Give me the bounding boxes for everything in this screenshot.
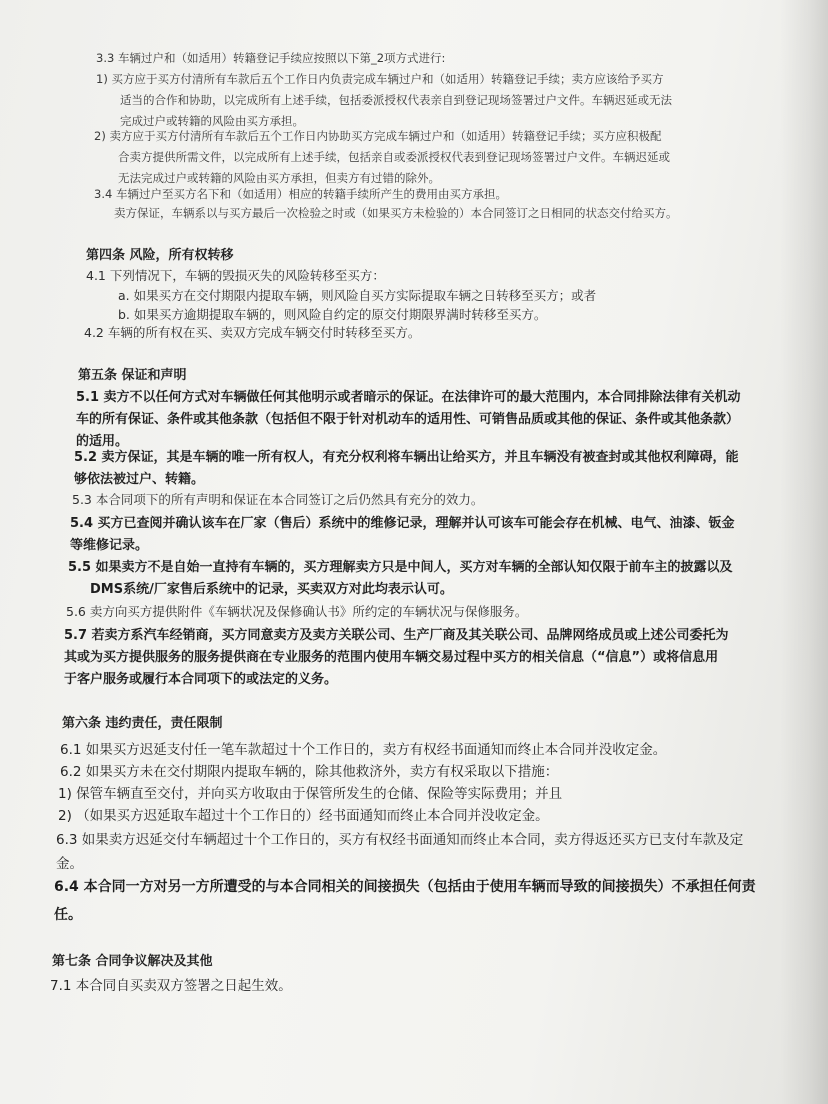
clause-6-1: 6.1 如果买方迟延支付任一笔车款超过十个工作日的，卖方有权经书面通知而终止本合同并没收定金。 — [60, 742, 667, 758]
clause-3-3-2-line3: 无法完成过户或转籍的风险由买方承担，但卖方有过错的除外。 — [118, 171, 440, 185]
clause-5-7-line3: 于客户服务或履行本合同项下的或法定的义务。 — [64, 672, 338, 687]
clause-3-3-1-line1: 1) 买方应于买方付清所有车款后五个工作日内负责完成车辆过户和（如适用）转籍登记手续；卖方应该给予买方 — [96, 72, 664, 86]
clause-6-3-line2: 金。 — [56, 856, 83, 872]
clause-5-1-line1: 5.1 卖方不以任何方式对车辆做任何其他明示或者暗示的保证。在法律许可的最大范围内，本合同排除法律有关机动 — [76, 390, 741, 405]
clause-5-3: 5.3 本合同项下的所有声明和保证在本合同签订之后仍然具有充分的效力。 — [72, 492, 484, 507]
clause-5-5-line2: DMS系统/厂家售后系统中的记录，买卖双方对此均表示认可。 — [90, 582, 453, 597]
clause-5-4-line2: 等维修记录。 — [70, 538, 149, 553]
clause-5-5-line1: 5.5 如果卖方不是自始一直持有车辆的，买方理解卖方只是中间人，买方对车辆的全部认知仅限于前车主的披露以及 — [68, 560, 733, 575]
clause-5-7-line1: 5.7 若卖方系汽车经销商，买方同意卖方及卖方关联公司、生产厂商及其关联公司、品牌网络成员或上述公司委托为 — [64, 628, 729, 643]
clause-5-1-line2: 车的所有保证、条件或其他条款（包括但不限于针对机动车的适用性、可销售品质或其他的保证、条件或其他条款） — [76, 412, 740, 427]
article-7-heading: 第七条 合同争议解决及其他 — [52, 954, 213, 969]
article-5-heading: 第五条 保证和声明 — [78, 368, 187, 383]
clause-3-3: 3.3 车辆过户和（如适用）转籍登记手续应按照以下第_2项方式进行: — [96, 51, 446, 65]
clause-4-2: 4.2 车辆的所有权在买、卖双方完成车辆交付时转移至买方。 — [84, 325, 421, 340]
clause-3-4-guarantee: 卖方保证，车辆系以与买方最后一次检验之时或（如果买方未检验的）本合同签订之日相同的状态交付给买方。 — [114, 206, 678, 220]
clause-4-1-b: b. 如果买方逾期提取车辆的，则风险自约定的原交付期限界满时转移至买方。 — [118, 307, 547, 322]
article-4-heading: 第四条 风险，所有权转移 — [86, 248, 234, 263]
clause-5-7-line2: 其或为买方提供服务的服务提供商在专业服务的范围内使用车辆交易过程中买方的相关信息（“信息”）或将信息用 — [64, 650, 719, 665]
clause-5-2-line1: 5.2 卖方保证，其是车辆的唯一所有权人，有充分权利将车辆出让给买方，并且车辆没有被查封或其他权利障碍，能 — [74, 450, 739, 465]
page-fold-shadow — [780, 0, 828, 1104]
clause-4-1-a: a. 如果买方在交付期限内提取车辆，则风险自买方实际提取车辆之日转移至买方；或者 — [118, 288, 597, 303]
clause-7-1: 7.1 本合同自买卖双方签署之日起生效。 — [50, 978, 292, 994]
clause-3-4: 3.4 车辆过户至买方名下和（如适用）相应的转籍手续所产生的费用由买方承担。 — [94, 187, 507, 201]
clause-3-3-2-line1: 2) 卖方应于买方付清所有车款后五个工作日内协助买方完成车辆过户和（如适用）转籍登记手续；买方应积极配 — [94, 129, 662, 143]
clause-3-3-2-line2: 合卖方提供所需文件，以完成所有上述手续，包括亲自或委派授权代表到登记现场签署过户文件。车辆迟延或 — [118, 150, 670, 164]
clause-5-2-line2: 够依法被过户、转籍。 — [74, 472, 205, 487]
clause-4-1: 4.1 下列情况下，车辆的毁损灭失的风险转移至买方： — [86, 268, 385, 283]
clause-6-2: 6.2 如果买方未在交付期限内提取车辆的，除其他救济外，卖方有权采取以下措施： — [60, 764, 559, 780]
article-6-heading: 第六条 违约责任，责任限制 — [62, 716, 223, 731]
clause-3-3-1-line3: 完成过户或转籍的风险由买方承担。 — [120, 114, 304, 128]
clause-6-2-1: 1) 保管车辆直至交付，并向买方收取由于保管所发生的仓储、保险等实际费用；并且 — [58, 786, 563, 802]
clause-5-6: 5.6 卖方向买方提供附件《车辆状况及保修确认书》所约定的车辆状况与保修服务。 — [66, 604, 528, 619]
clause-5-1-line3: 的适用。 — [76, 434, 129, 449]
clause-6-2-2: 2) （如果买方迟延取车超过十个工作日的）经书面通知而终止本合同并没收定金。 — [58, 808, 549, 824]
clause-3-3-1-line2: 适当的合作和协助，以完成所有上述手续，包括委派授权代表亲自到登记现场签署过户文件。车辆迟延或无法 — [120, 93, 672, 107]
clause-6-3-line1: 6.3 如果卖方迟延交付车辆超过十个工作日的，买方有权经书面通知而终止本合同，卖方得返还买方已支付车款及定 — [56, 832, 744, 848]
clause-6-4-line2: 任。 — [54, 907, 82, 923]
clause-6-4-line1: 6.4 本合同一方对另一方所遭受的与本合同相关的间接损失（包括由于使用车辆而导致的间接损失）不承担任何责 — [54, 879, 756, 895]
clause-5-4-line1: 5.4 买方已查阅并确认该车在厂家（售后）系统中的维修记录，理解并认可该车可能会存在机械、电气、油漆、钣金 — [70, 516, 735, 531]
